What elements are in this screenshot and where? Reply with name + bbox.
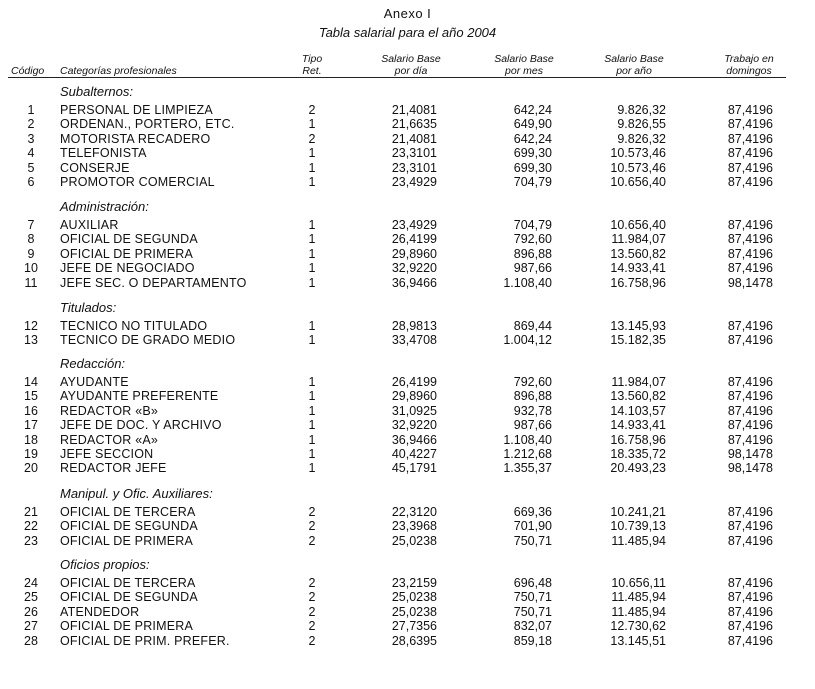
row-trabajo-domingos: 87,4196 bbox=[727, 175, 773, 189]
row-salario-dia: 23,4929 bbox=[391, 218, 437, 232]
row-salario-dia: 40,4227 bbox=[391, 447, 437, 461]
row-salario-anio: 10.739,13 bbox=[610, 519, 666, 534]
row-trabajo-domingos: 87,4196 bbox=[727, 117, 773, 132]
table-row bbox=[0, 461, 815, 475]
header-tipo: Tipo Ret. bbox=[301, 53, 323, 77]
table-row bbox=[0, 175, 815, 189]
row-code: 1 bbox=[27, 103, 35, 117]
row-salario-mes: 669,36 bbox=[513, 505, 552, 519]
row-salario-mes: 750,71 bbox=[513, 604, 552, 619]
row-tipo-ret: 1 bbox=[308, 275, 316, 290]
row-salario-dia: 45,1791 bbox=[391, 461, 437, 476]
table-row bbox=[0, 319, 815, 333]
row-code: 28 bbox=[24, 633, 38, 648]
row-tipo-ret: 1 bbox=[308, 432, 316, 447]
row-category: OFICIAL DE TERCERA bbox=[60, 576, 196, 590]
row-salario-mes: 859,18 bbox=[513, 633, 552, 648]
row-salario-anio: 18.335,72 bbox=[610, 447, 666, 461]
row-code: 17 bbox=[24, 418, 38, 433]
row-category: REDACTOR JEFE bbox=[60, 461, 167, 476]
row-category: REDACTOR «A» bbox=[60, 432, 159, 447]
row-code: 26 bbox=[24, 604, 38, 619]
row-tipo-ret: 1 bbox=[308, 333, 316, 348]
row-trabajo-domingos: 87,4196 bbox=[727, 604, 773, 619]
row-salario-mes: 792,60 bbox=[513, 232, 552, 247]
row-code: 12 bbox=[24, 319, 38, 333]
row-salario-mes: 932,78 bbox=[513, 403, 552, 418]
row-salario-anio: 15.182,35 bbox=[610, 333, 666, 348]
row-salario-mes: 987,66 bbox=[513, 418, 552, 433]
row-tipo-ret: 1 bbox=[308, 261, 316, 276]
table-row bbox=[0, 590, 815, 604]
table-row bbox=[0, 389, 815, 403]
row-tipo-ret: 1 bbox=[308, 117, 316, 132]
row-tipo-ret: 1 bbox=[308, 389, 316, 404]
row-salario-anio: 13.145,51 bbox=[610, 633, 666, 648]
section-heading: Administración: bbox=[60, 199, 149, 214]
row-salario-anio: 11.984,07 bbox=[611, 232, 666, 247]
row-salario-dia: 23,3968 bbox=[391, 519, 437, 534]
row-code: 14 bbox=[24, 375, 38, 389]
row-salario-mes: 701,90 bbox=[513, 519, 552, 534]
row-salario-mes: 699,30 bbox=[513, 160, 552, 175]
row-code: 7 bbox=[27, 218, 35, 232]
table-row bbox=[0, 132, 815, 146]
row-trabajo-domingos: 87,4196 bbox=[727, 389, 773, 404]
section-heading: Titulados: bbox=[60, 300, 117, 315]
row-salario-dia: 21,4081 bbox=[391, 131, 437, 146]
row-trabajo-domingos: 87,4196 bbox=[727, 418, 773, 433]
row-category: OFICIAL DE PRIMERA bbox=[60, 619, 194, 634]
header-salario-anio: Salario Base por año bbox=[604, 53, 664, 77]
row-category: ORDENAN., PORTERO, ETC. bbox=[60, 117, 235, 132]
row-trabajo-domingos: 87,4196 bbox=[727, 505, 773, 519]
row-code: 4 bbox=[27, 146, 35, 161]
table-row bbox=[0, 232, 815, 246]
row-category: AUXILIAR bbox=[60, 218, 119, 232]
row-tipo-ret: 2 bbox=[308, 103, 316, 117]
row-tipo-ret: 2 bbox=[308, 633, 316, 648]
header-salario-dia: Salario Base por día bbox=[381, 53, 441, 77]
row-salario-mes: 704,79 bbox=[513, 175, 552, 189]
row-salario-anio: 9.826,55 bbox=[617, 117, 666, 132]
table-row bbox=[0, 103, 815, 117]
row-trabajo-domingos: 87,4196 bbox=[727, 246, 773, 261]
row-trabajo-domingos: 87,4196 bbox=[727, 533, 773, 548]
row-category: JEFE DE DOC. Y ARCHIVO bbox=[60, 418, 222, 433]
row-code: 3 bbox=[27, 131, 35, 146]
row-salario-mes: 1.004,12 bbox=[503, 333, 552, 348]
row-tipo-ret: 2 bbox=[308, 590, 316, 605]
row-category: PERSONAL DE LIMPIEZA bbox=[60, 103, 213, 117]
row-salario-mes: 642,24 bbox=[513, 103, 552, 117]
row-trabajo-domingos: 87,4196 bbox=[727, 576, 773, 590]
row-tipo-ret: 1 bbox=[308, 461, 316, 476]
row-tipo-ret: 2 bbox=[308, 505, 316, 519]
table-row bbox=[0, 605, 815, 619]
row-tipo-ret: 1 bbox=[308, 160, 316, 175]
row-code: 24 bbox=[24, 576, 38, 590]
row-salario-anio: 13.145,93 bbox=[610, 319, 666, 333]
row-salario-anio: 14.103,57 bbox=[610, 403, 666, 418]
row-category: JEFE SEC. O DEPARTAMENTO bbox=[60, 275, 247, 290]
row-salario-dia: 27,7356 bbox=[391, 619, 437, 634]
row-code: 27 bbox=[24, 619, 38, 634]
row-salario-mes: 832,07 bbox=[513, 619, 552, 634]
row-tipo-ret: 2 bbox=[308, 131, 316, 146]
row-salario-mes: 750,71 bbox=[513, 590, 552, 605]
row-trabajo-domingos: 87,4196 bbox=[727, 319, 773, 333]
row-trabajo-domingos: 87,4196 bbox=[727, 403, 773, 418]
row-tipo-ret: 2 bbox=[308, 604, 316, 619]
row-trabajo-domingos: 98,1478 bbox=[727, 275, 773, 290]
row-category: REDACTOR «B» bbox=[60, 403, 159, 418]
row-salario-dia: 25,0238 bbox=[391, 533, 437, 548]
table-row bbox=[0, 333, 815, 347]
row-trabajo-domingos: 87,4196 bbox=[727, 432, 773, 447]
row-salario-anio: 20.493,23 bbox=[610, 461, 666, 476]
row-salario-anio: 11.485,94 bbox=[611, 590, 666, 605]
annex-title: Anexo I bbox=[383, 6, 432, 21]
section-heading: Subalternos: bbox=[60, 84, 133, 99]
row-trabajo-domingos: 87,4196 bbox=[727, 131, 773, 146]
row-salario-mes: 696,48 bbox=[513, 576, 552, 590]
row-salario-anio: 11.485,94 bbox=[611, 533, 666, 548]
section-heading: Manipul. y Ofic. Auxiliares: bbox=[60, 486, 213, 501]
table-row bbox=[0, 433, 815, 447]
row-code: 22 bbox=[24, 519, 38, 534]
row-salario-mes: 896,88 bbox=[513, 246, 552, 261]
section-heading: Redacción: bbox=[60, 356, 126, 371]
row-category: OFICIAL DE PRIM. PREFER. bbox=[60, 633, 230, 648]
table-subtitle: Tabla salarial para el año 2004 bbox=[318, 25, 497, 40]
row-salario-dia: 31,0925 bbox=[391, 403, 437, 418]
row-salario-dia: 26,4199 bbox=[391, 232, 437, 247]
row-code: 16 bbox=[24, 403, 38, 418]
header-trabajo-domingos: Trabajo en domingos bbox=[724, 53, 774, 77]
table-row bbox=[0, 247, 815, 261]
header-salario-mes: Salario Base por mes bbox=[494, 53, 554, 77]
table-row bbox=[0, 447, 815, 461]
row-trabajo-domingos: 98,1478 bbox=[727, 461, 773, 476]
row-category: TECNICO NO TITULADO bbox=[60, 319, 208, 333]
table-row bbox=[0, 276, 815, 290]
row-salario-mes: 792,60 bbox=[513, 375, 552, 389]
row-salario-mes: 699,30 bbox=[513, 146, 552, 161]
section-heading: Oficios propios: bbox=[60, 557, 150, 572]
row-tipo-ret: 1 bbox=[308, 232, 316, 247]
row-tipo-ret: 1 bbox=[308, 403, 316, 418]
row-code: 15 bbox=[24, 389, 38, 404]
row-category: OFICIAL DE TERCERA bbox=[60, 505, 196, 519]
row-code: 10 bbox=[24, 261, 38, 276]
row-salario-dia: 36,9466 bbox=[391, 275, 437, 290]
row-tipo-ret: 2 bbox=[308, 576, 316, 590]
row-salario-anio: 16.758,96 bbox=[610, 275, 666, 290]
row-code: 21 bbox=[24, 505, 38, 519]
row-salario-anio: 14.933,41 bbox=[610, 418, 666, 433]
row-category: CONSERJE bbox=[60, 160, 130, 175]
row-salario-anio: 14.933,41 bbox=[610, 261, 666, 276]
row-salario-anio: 13.560,82 bbox=[610, 389, 666, 404]
row-salario-mes: 1.355,37 bbox=[503, 461, 552, 476]
row-salario-anio: 10.656,11 bbox=[611, 576, 666, 590]
row-salario-anio: 10.573,46 bbox=[610, 146, 666, 161]
row-salario-mes: 1.108,40 bbox=[503, 275, 552, 290]
table-row bbox=[0, 534, 815, 548]
row-salario-dia: 33,4708 bbox=[391, 333, 437, 348]
row-category: TELEFONISTA bbox=[60, 146, 147, 161]
row-trabajo-domingos: 87,4196 bbox=[727, 519, 773, 534]
row-salario-anio: 9.826,32 bbox=[617, 131, 666, 146]
row-code: 23 bbox=[24, 533, 38, 548]
row-code: 18 bbox=[24, 432, 38, 447]
row-salario-dia: 32,9220 bbox=[391, 418, 437, 433]
row-tipo-ret: 1 bbox=[308, 146, 316, 161]
row-tipo-ret: 1 bbox=[308, 418, 316, 433]
row-salario-anio: 16.758,96 bbox=[610, 432, 666, 447]
row-trabajo-domingos: 87,4196 bbox=[727, 218, 773, 232]
row-salario-anio: 10.656,40 bbox=[610, 218, 666, 232]
row-salario-mes: 869,44 bbox=[513, 319, 552, 333]
row-salario-mes: 642,24 bbox=[513, 131, 552, 146]
row-salario-mes: 704,79 bbox=[513, 218, 552, 232]
row-code: 8 bbox=[27, 232, 35, 247]
table-row bbox=[0, 161, 815, 175]
row-trabajo-domingos: 87,4196 bbox=[727, 590, 773, 605]
row-trabajo-domingos: 87,4196 bbox=[727, 261, 773, 276]
row-tipo-ret: 2 bbox=[308, 519, 316, 534]
row-code: 11 bbox=[24, 275, 38, 290]
row-salario-dia: 36,9466 bbox=[391, 432, 437, 447]
row-salario-dia: 28,9813 bbox=[391, 319, 437, 333]
row-code: 13 bbox=[24, 333, 38, 348]
table-row bbox=[0, 576, 815, 590]
row-category: OFICIAL DE SEGUNDA bbox=[60, 590, 198, 605]
row-salario-anio: 10.241,21 bbox=[610, 505, 666, 519]
row-category: JEFE SECCION bbox=[60, 447, 154, 461]
table-row bbox=[0, 505, 815, 519]
row-salario-dia: 21,4081 bbox=[391, 103, 437, 117]
row-trabajo-domingos: 87,4196 bbox=[727, 146, 773, 161]
row-trabajo-domingos: 87,4196 bbox=[727, 333, 773, 348]
table-row bbox=[0, 519, 815, 533]
row-tipo-ret: 1 bbox=[308, 447, 316, 461]
row-salario-mes: 649,90 bbox=[513, 117, 552, 132]
row-category: JEFE DE NEGOCIADO bbox=[60, 261, 195, 276]
row-salario-anio: 10.573,46 bbox=[610, 160, 666, 175]
row-salario-mes: 1.108,40 bbox=[503, 432, 552, 447]
row-salario-anio: 12.730,62 bbox=[610, 619, 666, 634]
row-salario-anio: 10.656,40 bbox=[610, 175, 666, 189]
table-row bbox=[0, 117, 815, 131]
row-code: 5 bbox=[27, 160, 35, 175]
row-tipo-ret: 1 bbox=[308, 218, 316, 232]
row-tipo-ret: 1 bbox=[308, 175, 316, 189]
row-trabajo-domingos: 87,4196 bbox=[727, 633, 773, 648]
row-salario-dia: 22,3120 bbox=[391, 505, 437, 519]
table-row bbox=[0, 375, 815, 389]
row-category: OFICIAL DE SEGUNDA bbox=[60, 519, 198, 534]
row-salario-dia: 23,3101 bbox=[391, 160, 437, 175]
row-code: 19 bbox=[24, 447, 38, 461]
row-trabajo-domingos: 87,4196 bbox=[727, 375, 773, 389]
row-trabajo-domingos: 87,4196 bbox=[727, 103, 773, 117]
row-salario-dia: 23,2159 bbox=[391, 576, 437, 590]
row-trabajo-domingos: 87,4196 bbox=[727, 232, 773, 247]
row-tipo-ret: 2 bbox=[308, 619, 316, 634]
header-codigo: Código bbox=[11, 65, 45, 77]
row-code: 2 bbox=[27, 117, 35, 132]
row-code: 25 bbox=[24, 590, 38, 605]
table-row bbox=[0, 218, 815, 232]
row-salario-dia: 26,4199 bbox=[391, 375, 437, 389]
row-trabajo-domingos: 87,4196 bbox=[727, 619, 773, 634]
row-salario-anio: 11.984,07 bbox=[611, 375, 666, 389]
row-salario-mes: 750,71 bbox=[513, 533, 552, 548]
row-salario-anio: 13.560,82 bbox=[610, 246, 666, 261]
table-row bbox=[0, 634, 815, 648]
row-code: 6 bbox=[27, 175, 35, 189]
row-category: OFICIAL DE SEGUNDA bbox=[60, 232, 198, 247]
table-row bbox=[0, 404, 815, 418]
row-salario-anio: 11.485,94 bbox=[611, 604, 666, 619]
row-tipo-ret: 2 bbox=[308, 533, 316, 548]
row-category: AYUDANTE PREFERENTE bbox=[60, 389, 219, 404]
row-trabajo-domingos: 87,4196 bbox=[727, 160, 773, 175]
header-categorias: Categorías profesionales bbox=[60, 65, 177, 77]
row-salario-dia: 23,4929 bbox=[391, 175, 437, 189]
table-row bbox=[0, 146, 815, 160]
row-category: PROMOTOR COMERCIAL bbox=[60, 175, 215, 189]
row-tipo-ret: 1 bbox=[308, 246, 316, 261]
row-salario-dia: 29,8960 bbox=[391, 246, 437, 261]
row-category: OFICIAL DE PRIMERA bbox=[60, 533, 194, 548]
row-salario-dia: 28,6395 bbox=[391, 633, 437, 648]
row-category: OFICIAL DE PRIMERA bbox=[60, 246, 194, 261]
row-salario-anio: 9.826,32 bbox=[617, 103, 666, 117]
row-salario-dia: 25,0238 bbox=[391, 590, 437, 605]
row-salario-dia: 21,6635 bbox=[391, 117, 437, 132]
row-salario-mes: 896,88 bbox=[513, 389, 552, 404]
row-category: TECNICO DE GRADO MEDIO bbox=[60, 333, 236, 348]
row-salario-mes: 987,66 bbox=[513, 261, 552, 276]
table-row bbox=[0, 261, 815, 275]
table-row bbox=[0, 418, 815, 432]
row-salario-dia: 29,8960 bbox=[391, 389, 437, 404]
row-code: 20 bbox=[24, 461, 38, 476]
row-category: AYUDANTE bbox=[60, 375, 129, 389]
row-salario-dia: 23,3101 bbox=[391, 146, 437, 161]
row-tipo-ret: 1 bbox=[308, 319, 316, 333]
row-trabajo-domingos: 98,1478 bbox=[727, 447, 773, 461]
row-salario-mes: 1.212,68 bbox=[503, 447, 552, 461]
row-code: 9 bbox=[27, 246, 35, 261]
row-category: MOTORISTA RECADERO bbox=[60, 131, 211, 146]
row-category: ATENDEDOR bbox=[60, 604, 140, 619]
table-row bbox=[0, 619, 815, 633]
row-salario-dia: 32,9220 bbox=[391, 261, 437, 276]
row-tipo-ret: 1 bbox=[308, 375, 316, 389]
row-salario-dia: 25,0238 bbox=[391, 604, 437, 619]
